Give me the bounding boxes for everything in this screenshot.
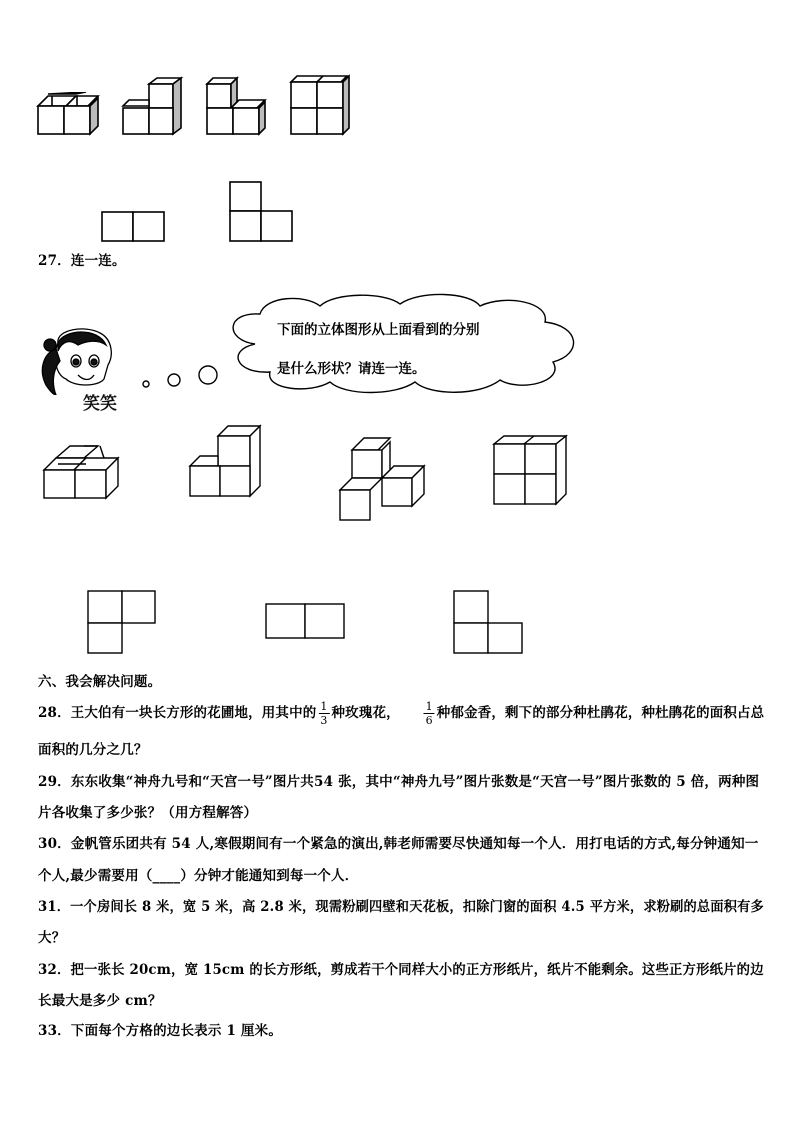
- q27-cube-figure-1: [42, 444, 122, 500]
- thought-cloud: [215, 292, 585, 396]
- section6-title: 六、我会解决问题。: [38, 674, 162, 690]
- q28-part2: 种玫瑰花，: [331, 705, 400, 721]
- q27-cube-figure-3: [338, 436, 428, 522]
- top-view-l-shape: [228, 180, 296, 244]
- q28-part1: 28．王大伯有一块长方形的花圃地，用其中的: [38, 705, 317, 721]
- q27-label: 27．连一连。: [38, 253, 126, 269]
- fraction-denominator: 3: [320, 714, 328, 727]
- fraction-numerator: 1: [320, 700, 328, 713]
- q27-view-l-shape-right: [86, 589, 158, 655]
- q28-line1: [38, 700, 764, 727]
- q27-view-l-shape: [452, 589, 526, 655]
- q30-line2-end: ）分钟才能通知到每一个人．: [180, 868, 359, 884]
- top-view-two-squares: [100, 210, 166, 244]
- fraction-denominator: 6: [425, 714, 433, 727]
- q30-line2: [38, 864, 358, 884]
- q32-line1: 32．把一张长 20cm，宽 15cm 的长方形纸，剪成若干个同样大小的正方形纸片，纸片不能剩余。这些正方形纸片的边: [38, 962, 764, 978]
- fraction-one-third: [318, 700, 329, 727]
- q27-view-two-squares: [264, 602, 348, 640]
- cloud-text-line2: 是什么形状？请连一连。: [277, 361, 426, 377]
- q29-line2: 片各收集了多少张？（用方程解答）: [38, 805, 258, 821]
- top-cube-figure-3: [205, 76, 269, 138]
- q32-line2: 长最大是多少 cm？: [38, 993, 162, 1009]
- thought-bubbles: [140, 362, 220, 392]
- q30-line2-start: 个人,最少需要用（: [38, 868, 153, 884]
- q31-line1: 31．一个房间长 8 米，宽 5 米，高 2.8 米，现需粉刷四壁和天花板，扣除门窗的面积 4.5 平方米，求粉刷的总面积有多: [38, 899, 764, 915]
- q28-part3: 种郁金香，剩下的部分种杜鹃花，种杜鹃花的面积占总: [436, 705, 765, 721]
- cloud-text-line1: 下面的立体图形从上面看到的分别: [277, 322, 480, 338]
- top-cube-figure-2: [121, 76, 185, 138]
- q33-line1: 33．下面每个方格的边长表示 1 厘米。: [38, 1023, 283, 1039]
- fraction-numerator: 1: [425, 700, 433, 713]
- q28-line2: 面积的几分之几？: [38, 742, 148, 758]
- q29-line1: 29．东东收集“神舟九号和“天宫一号”图片共54 张，其中“神舟九号”图片张数是“天宫一号”图片张数的 5 倍，两种图: [38, 774, 760, 790]
- q30-line1: 30．金帆管乐团共有 54 人,寒假期间有一个紧急的演出,韩老师需要尽快通知每一个人．用打电话的方式,每分钟通知一: [38, 836, 759, 852]
- q27-cube-figure-2: [188, 424, 264, 498]
- kid-name-label: 笑笑: [83, 394, 117, 414]
- answer-blank[interactable]: ____: [152, 868, 181, 884]
- top-cube-figure-4: [289, 74, 353, 138]
- girl-avatar: [38, 325, 128, 395]
- top-cube-figure-1: [36, 92, 102, 136]
- fraction-one-sixth: [424, 700, 435, 727]
- q27-cube-figure-4: [492, 434, 570, 506]
- q31-line2: 大？: [38, 930, 66, 946]
